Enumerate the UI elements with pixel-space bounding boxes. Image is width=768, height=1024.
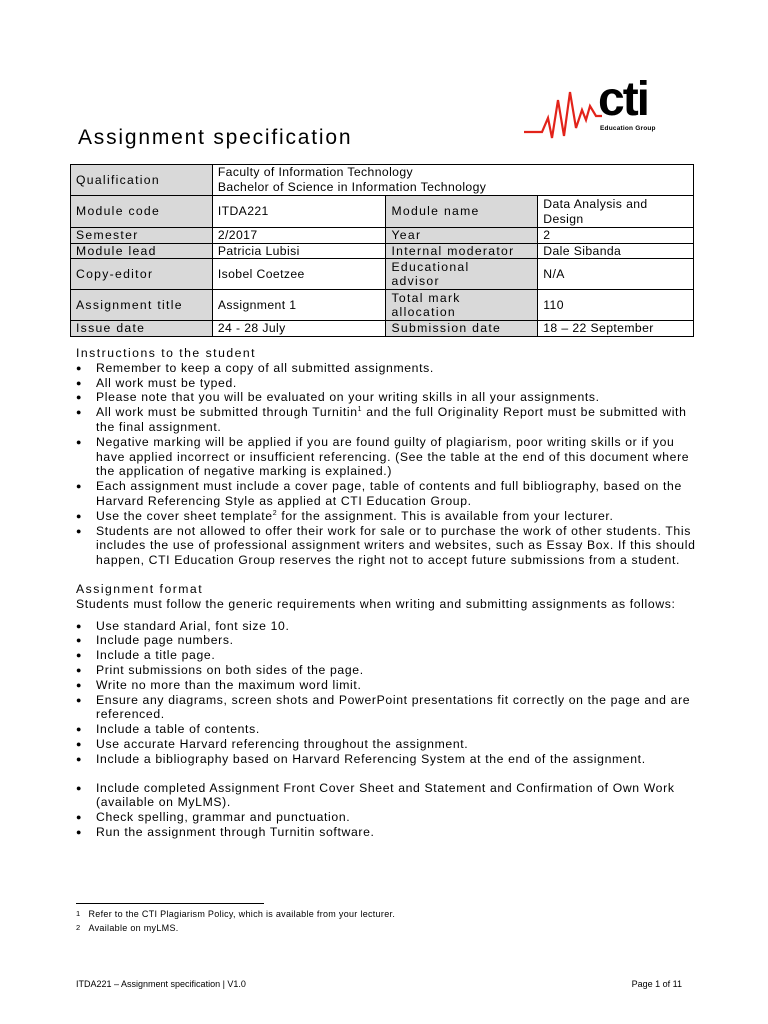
semester-value: 2/2017	[212, 228, 386, 244]
list-item: ● Students are not allowed to offer their work for sale or to purchase the work of other students. This includes the use of professional assignment writers and websites, such as Essay Box. If this should happen, CTI Education Group reserves the right not to accept future submissions from a student.	[76, 524, 696, 568]
issue-date-label: Issue date	[71, 321, 213, 337]
list-item: ● All work must be submitted through Turnitin$^1$ and the full Originality Report must be submitted with the final assignment.	[76, 405, 696, 435]
internal-moderator-value: Dale Sibanda	[538, 243, 694, 259]
list-item: ● Use standard Arial, font size 10.	[76, 619, 696, 634]
list-item: ● Write no more than the maximum word limit.	[76, 678, 696, 693]
heartbeat-line-icon	[524, 80, 604, 140]
assignment-title-label: Assignment title	[71, 290, 213, 321]
semester-label: Semester	[71, 228, 213, 244]
year-label: Year	[386, 228, 538, 244]
total-mark-value: 110	[538, 290, 694, 321]
module-name-value: Data Analysis and Design	[538, 196, 694, 228]
list-item: ● Each assignment must include a cover page, table of contents and full bibliography, based on the Harvard Referencing Style as applied at CTI Education Group.	[76, 479, 696, 509]
footnote-1: $^1$ Refer to the CTI Plagiarism Policy, which is available from your lecturer.	[76, 909, 396, 919]
format-list-continued	[76, 781, 696, 840]
internal-moderator-label: Internal moderator	[386, 243, 538, 259]
list-item: ● Negative marking will be applied if you are found guilty of plagiarism, poor writing skills or if you have applied incorrect or insufficient referencing. (See the table at the end of this document where the application of negative marking is explained.)	[76, 435, 696, 479]
footnote-2: $^2$ Available on myLMS.	[76, 923, 179, 933]
list-item: ● All work must be typed.	[76, 376, 696, 391]
instructions-heading: Instructions to the student	[76, 346, 257, 360]
submission-date-value: 18 – 22 September	[538, 321, 694, 337]
footer-document-info: ITDA221 – Assignment specification | V1.0	[76, 979, 246, 989]
list-item: ● Include a title page.	[76, 648, 696, 663]
table-row	[71, 259, 694, 290]
list-item: ● Include a bibliography based on Harvard Referencing System at the end of the assignment.	[76, 752, 696, 767]
submission-date-label: Submission date	[386, 321, 538, 337]
list-item: ● Remember to keep a copy of all submitted assignments.	[76, 361, 696, 376]
list-item: ● Run the assignment through Turnitin software.	[76, 825, 696, 840]
table-row	[71, 228, 694, 244]
format-heading: Assignment format	[76, 581, 204, 596]
cti-logo	[524, 73, 694, 140]
logo-subtext: Education Group	[600, 125, 656, 132]
table-row	[71, 243, 694, 259]
table-row	[71, 290, 694, 321]
format-intro: Students must follow the generic requirements when writing and submitting assignments as follows:	[76, 596, 676, 611]
page-title: Assignment specification	[78, 126, 353, 149]
module-lead-value: Patricia Lubisi	[212, 243, 386, 259]
document-body	[76, 346, 696, 840]
list-item: ● Include completed Assignment Front Cover Sheet and Statement and Confirmation of Own Work (available on MyLMS).	[76, 781, 696, 811]
logo-wordmark: cti	[598, 73, 649, 126]
educational-advisor-label: Educational advisor	[386, 259, 538, 290]
footnote-divider	[76, 903, 264, 904]
footer-page-number: Page 1 of 11	[631, 979, 682, 989]
module-lead-label: Module lead	[71, 243, 213, 259]
list-item: ● Use the cover sheet template$^2$ for the assignment. This is available from your lecturer.	[76, 509, 696, 524]
format-list	[76, 619, 696, 767]
module-code-label: Module code	[71, 196, 213, 228]
qualification-value: Faculty of Information Technology Bachelor of Science in Information Technology	[212, 165, 693, 196]
educational-advisor-value: N/A	[538, 259, 694, 290]
list-item: ● Print submissions on both sides of the page.	[76, 663, 696, 678]
table-row	[71, 165, 694, 196]
table-row	[71, 196, 694, 228]
copy-editor-value: Isobel Coetzee	[212, 259, 386, 290]
list-item: ● Please note that you will be evaluated on your writing skills in all your assignments.	[76, 390, 696, 405]
module-name-label: Module name	[386, 196, 538, 228]
list-item: ● Include page numbers.	[76, 633, 696, 648]
instructions-list	[76, 361, 696, 568]
list-item: ● Use accurate Harvard referencing throughout the assignment.	[76, 737, 696, 752]
list-item: ● Include a table of contents.	[76, 722, 696, 737]
list-item: ● Ensure any diagrams, screen shots and PowerPoint presentations fit correctly on the page and are referenced.	[76, 693, 696, 723]
copy-editor-label: Copy-editor	[71, 259, 213, 290]
list-item: ● Check spelling, grammar and punctuation.	[76, 810, 696, 825]
footnote-ref-2: 2	[272, 509, 278, 517]
specification-table	[70, 164, 694, 337]
total-mark-label: Total mark allocation	[386, 290, 538, 321]
qualification-label: Qualification	[71, 165, 213, 196]
assignment-title-value: Assignment 1	[212, 290, 386, 321]
table-row	[71, 321, 694, 337]
issue-date-value: 24 - 28 July	[212, 321, 386, 337]
module-code-value: ITDA221	[212, 196, 386, 228]
year-value: 2	[538, 228, 694, 244]
footnote-ref-1: 1	[357, 406, 363, 414]
